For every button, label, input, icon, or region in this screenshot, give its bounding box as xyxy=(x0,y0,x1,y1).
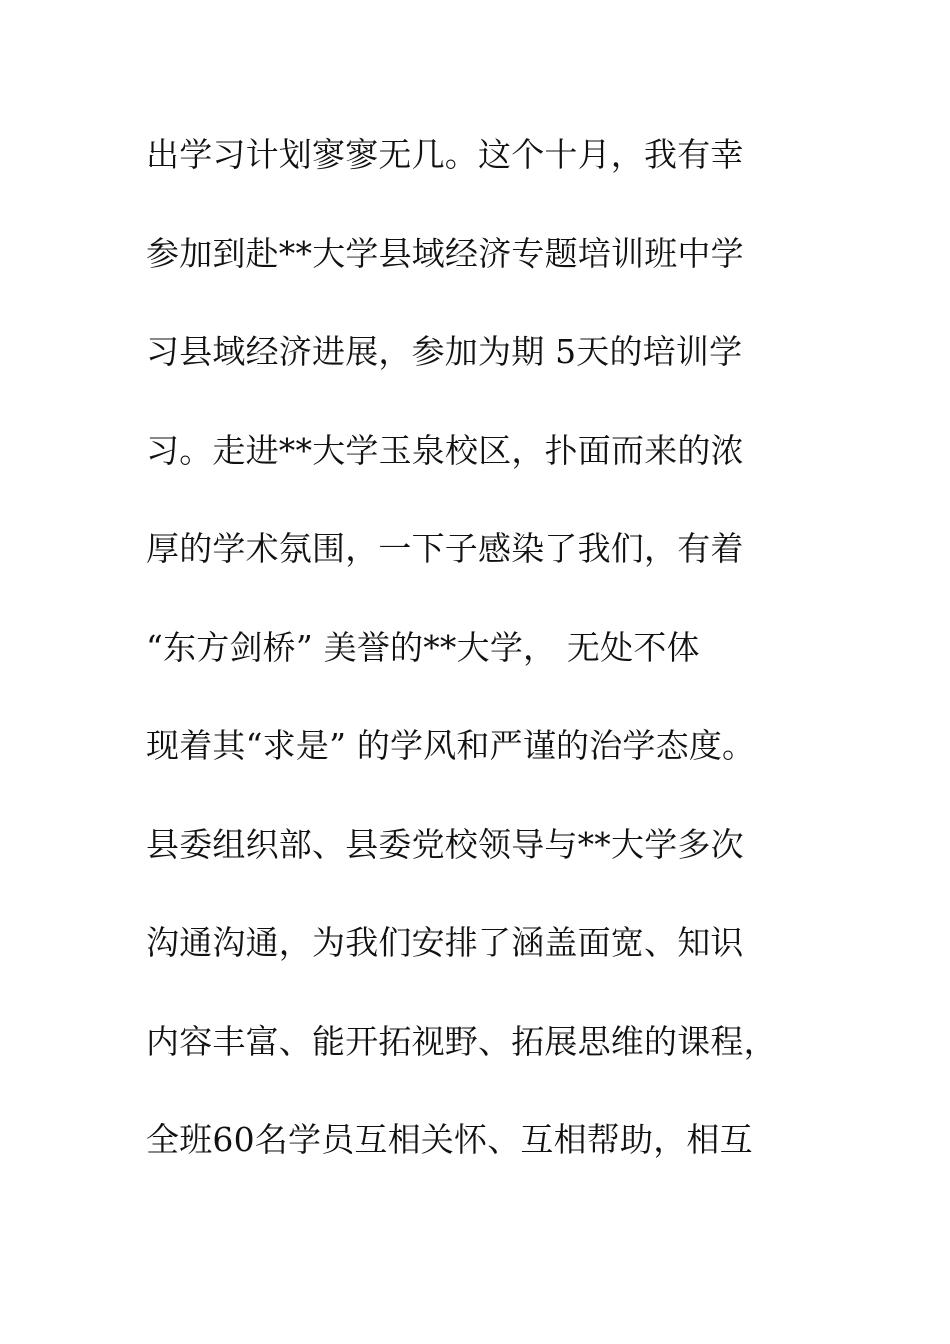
body-text xyxy=(146,125,846,1209)
text-line: “东方剑桥” 美誉的**大学， 无处不体 xyxy=(146,627,700,667)
text-line: 沟通沟通，为我们安排了涵盖面宽、知识 xyxy=(146,923,744,962)
text-line: 厚的学术氛围，一下子感染了我们，有着 xyxy=(146,529,744,568)
text-line: 习。走进**大学玉泉校区，扑面而来的浓 xyxy=(146,430,744,470)
text-line: 县委组织部、县委党校领导与**大学多次 xyxy=(146,824,744,864)
text-line: 现着其“求是” 的学风和严谨的治学态度。 xyxy=(146,726,756,765)
text-line: 习县域经济进展，参加为期 5天的培训学 xyxy=(146,332,743,371)
text-line: 出学习计划寥寥无几。这个十月，我有幸 xyxy=(146,135,744,174)
text-line: 参加到赴**大学县域经济专题培训班中学 xyxy=(146,233,744,273)
text-line: 全班60名学员互相关怀、互相帮助，相互 xyxy=(146,1120,753,1159)
text-line: 内容丰富、能开拓视野、拓展思维的课程， xyxy=(146,1021,777,1061)
